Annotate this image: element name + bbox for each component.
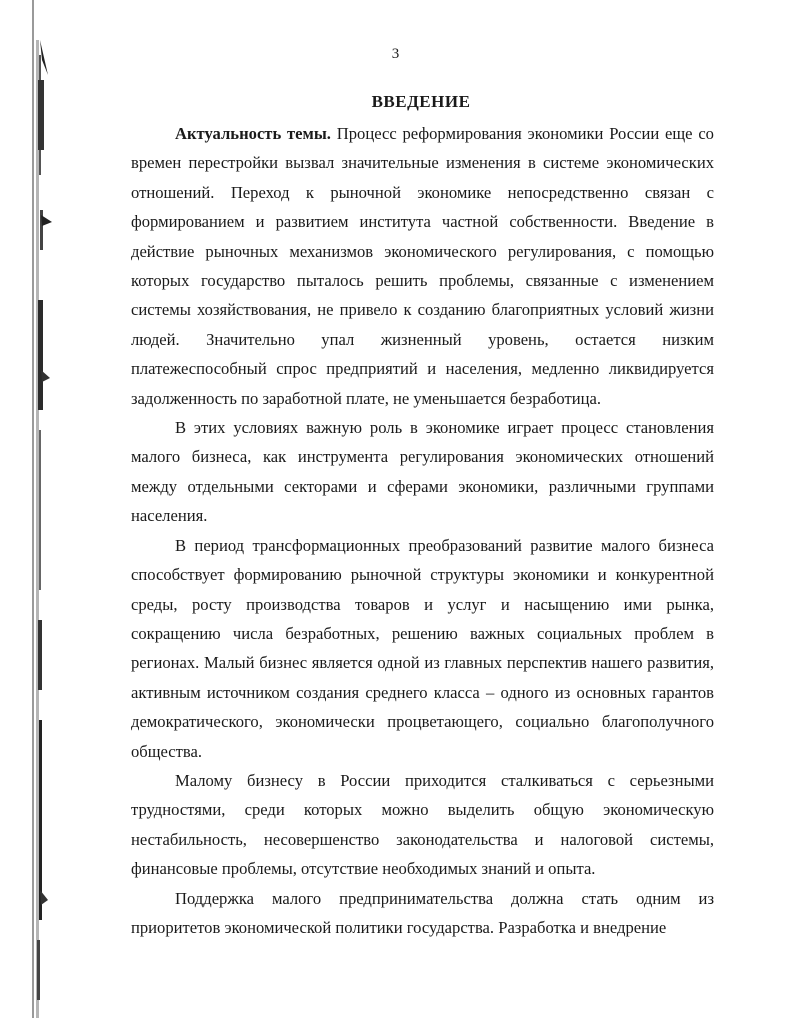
paragraph: Малому бизнесу в России приходится сталкиваться с серьезными трудностями, среди которых можно выделить общую экономическую нестабильность, несовершенство законодательства и налоговой системы, финансовые проблемы, отсутствие необходимых знаний и опыта. <box>131 770 714 879</box>
paragraph-relevance <box>131 119 714 413</box>
paragraph-text: Процесс реформирования экономики России еще со времен перестройки вызвал значительные изменения в системе экономических отношений. Переход к рыночной экономике непосредственно связан с формированием и развитием института частной собственности. Введение в действие рыночных механизмов экономического регулирования, с помощью которых государство пыталось решить проблемы, связанные с изменением системы хозяйствования, не привело к созданию благоприятных условий жизни людей. Значительно упал жизненный уровень, остается низким платежеспособный спрос предприятий и населения, медленно ликвидируется задолженность по заработной плате, не уменьшается безработица. <box>131 124 714 408</box>
paragraph: В этих условиях важную роль в экономике играет процесс становления малого бизнеса, как инструмента регулирования экономических отношений между отдельными секторами и сферами экономики, различными группами населения. <box>131 418 714 526</box>
scan-binding-edge <box>30 0 70 1018</box>
paragraph: В период трансформационных преобразований развитие малого бизнеса способствует формированию рыночной структуры экономики и конкурентной среды, росту производства товаров и услуг и насыщению ими рынка, сокращению числа безработных, решению важных социальных проблем в регионах. Малый бизнес является одной из главных перспектив нашего развития, активным источником создания среднего класса – одного из основных гарантов демократического, экономически процветающего, социально благополучного общества. <box>131 535 714 761</box>
paragraph-lead: Актуальность темы. <box>175 124 331 143</box>
document-body <box>131 119 714 942</box>
paragraph: Поддержка малого предпринимательства должна стать одним из приоритетов экономической политики государства. Разработка и внедрение <box>131 888 714 937</box>
page-number: 3 <box>391 46 400 62</box>
section-heading: ВВЕДЕНИЕ <box>371 92 471 111</box>
